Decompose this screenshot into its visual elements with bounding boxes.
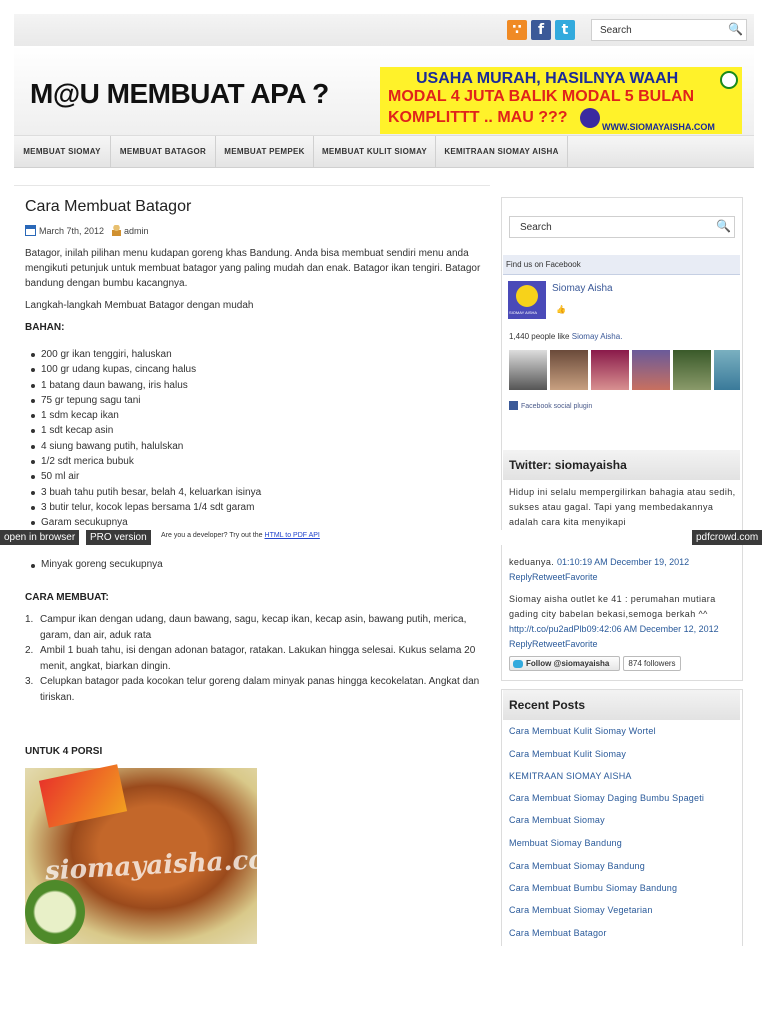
tweet-time-link[interactable]: 01:10:19 AM December 19, 2012	[557, 557, 690, 567]
list-item: 1 batang daun bawang, iris halus	[41, 378, 261, 393]
plugin-label: Facebook social plugin	[521, 403, 593, 410]
tweet-1	[509, 485, 737, 530]
list-item: 4 siung bawang putih, halulskan	[41, 439, 261, 454]
tweet-text: keduanya.	[509, 557, 555, 567]
search-icon[interactable]: 🔍	[728, 22, 743, 36]
tweet-time-link[interactable]: 09:42:06 AM December 12, 2012	[586, 624, 719, 634]
author-icon	[112, 225, 121, 236]
ad-banner[interactable]	[380, 67, 742, 134]
avatar[interactable]	[509, 350, 547, 390]
recent-post-link[interactable]: Cara Membuat Siomay Daging Bumbu Spageti	[509, 793, 705, 803]
avatar[interactable]	[714, 350, 740, 390]
tweet-text: Siomay aisha outlet ke 41 : perumahan mutiara gading city babelan bekasi,semoga berkah ^^	[509, 594, 716, 619]
method-step: 1. Campur ikan dengan udang, daun bawang, sagu, kecap ikan, kecap asin, bawang putih, merica, garam, dan air, aduk rata	[25, 614, 467, 641]
nav-item-membuat-kulit-siomay[interactable]: MEMBUAT KULIT SIOMAY	[314, 136, 436, 168]
pdfcrowd-message	[161, 532, 320, 539]
facebook-icon	[509, 401, 518, 410]
pdfcrowd-message-text: Are you a developer? Try out the	[161, 532, 263, 539]
facebook-like-count	[509, 332, 622, 341]
list-item: 200 gr ikan tenggiri, haluskan	[41, 347, 261, 362]
banner-line-3: KOMPLITTT .. MAU ???	[388, 109, 568, 126]
twitter-follow-button[interactable]: Follow @siomayaisha	[509, 656, 620, 671]
top-search-input[interactable]	[591, 19, 747, 41]
nav-item-kemitraan[interactable]: KEMITRAAN SIOMAY AISHA	[436, 136, 568, 168]
avatar[interactable]	[591, 350, 629, 390]
list-item: 1 sdm kecap ikan	[41, 408, 261, 423]
cucumber-shape	[25, 880, 85, 944]
like-count-link[interactable]: Siomay Aisha.	[571, 332, 623, 341]
method-list	[25, 612, 485, 705]
open-in-browser-button[interactable]: open in browser	[0, 530, 79, 545]
pro-version-button[interactable]: PRO version	[86, 530, 151, 545]
mascot-icon	[516, 285, 538, 307]
facebook-plugin-credit[interactable]	[509, 401, 592, 410]
recent-posts-title: Recent Posts	[503, 690, 740, 720]
facebook-page-name[interactable]: Siomay Aisha	[552, 283, 613, 294]
tweet-text: Hidup ini selalu mempergilirkan bahagia atau sedih, sukses atau gagal. Tapi yang membedakannya adalah cara kita menyikapi	[509, 487, 736, 527]
method-step-text: Campur ikan dengan udang, daun bawang, sagu, kecap ikan, kecap asin, bawang putih, merica, garam, dan air, aduk rata	[40, 614, 467, 641]
recent-post-link[interactable]: Cara Membuat Siomay Bandung	[509, 861, 645, 871]
recent-post-link[interactable]: Cara Membuat Batagor	[509, 928, 607, 938]
post-title[interactable]: Cara Membuat Batagor	[25, 198, 192, 215]
html-to-pdf-link[interactable]: HTML to PDF API	[264, 532, 320, 539]
list-item: 75 gr tepung sagu tani	[41, 393, 261, 408]
mascot-icon	[580, 108, 600, 128]
nav-item-membuat-siomay[interactable]: MEMBUAT SIOMAY	[14, 136, 111, 168]
sidebar-search-input[interactable]	[509, 216, 735, 238]
logo-text: SIOMAY AISHA	[509, 310, 538, 315]
list-item: 3 buah tahu putih besar, belah 4, keluarkan isinya	[41, 485, 261, 500]
post-date: March 7th, 2012	[39, 226, 105, 236]
post-meta	[25, 225, 149, 236]
serving-label: UNTUK 4 PORSI	[25, 746, 103, 757]
ingredient-list	[41, 347, 261, 531]
post-author[interactable]: admin	[124, 226, 149, 236]
tweet-actions[interactable]: ReplyRetweetFavorite	[509, 639, 598, 649]
sauce-packet-shape	[39, 764, 127, 828]
method-heading: CARA MEMBUAT:	[25, 592, 109, 603]
facebook-like-button[interactable]: 👍	[556, 305, 566, 314]
twitter-widget-title: Twitter: siomayaisha	[503, 450, 740, 480]
ingredient-list-continued	[41, 559, 163, 570]
twitter-followers-count: 874 followers	[623, 656, 681, 671]
recent-post-link[interactable]: KEMITRAAN SIOMAY AISHA	[509, 771, 632, 781]
tweet-1-footer	[509, 555, 737, 585]
rss-icon[interactable]: ∵	[507, 20, 527, 40]
avatar[interactable]	[550, 350, 588, 390]
list-item: 100 gr udang kupas, cincang halus	[41, 362, 261, 377]
halal-icon	[720, 71, 738, 89]
avatar[interactable]	[632, 350, 670, 390]
recent-post-link[interactable]: Membuat Siomay Bandung	[509, 838, 622, 848]
recent-post-link[interactable]: Cara Membuat Kulit Siomay Wortel	[509, 726, 656, 736]
recent-post-link[interactable]: Cara Membuat Siomay Vegetarian	[509, 905, 653, 915]
recent-post-link[interactable]: Cara Membuat Siomay	[509, 815, 605, 825]
twitter-icon[interactable]: t	[555, 20, 575, 40]
like-count-text: 1,440 people like	[509, 332, 570, 341]
recent-post-link[interactable]: Cara Membuat Bumbu Siomay Bandung	[509, 883, 678, 893]
recent-post-link[interactable]: Cara Membuat Kulit Siomay	[509, 749, 627, 759]
list-item: Minyak goreng secukupnya	[41, 559, 163, 570]
method-step: 3. Celupkan batagor pada kocokan telur goreng dalam minyak panas hingga kecokelatan. Angkat dan tiriskan.	[25, 676, 480, 703]
banner-line-2: MODAL 4 JUTA BALIK MODAL 5 BULAN	[388, 88, 695, 105]
bahan-heading: BAHAN:	[25, 322, 65, 333]
facebook-page-logo[interactable]	[508, 281, 546, 319]
nav-item-membuat-pempek[interactable]: MEMBUAT PEMPEK	[216, 136, 314, 168]
tweet-actions[interactable]: ReplyRetweetFavorite	[509, 572, 598, 582]
search-icon[interactable]: 🔍	[716, 219, 731, 233]
list-item: 1/2 sdt merica bubuk	[41, 454, 261, 469]
tweet-link[interactable]: http://t.co/pu2adPlb	[509, 624, 587, 634]
method-step-text: Ambil 1 buah tahu, isi dengan adonan batagor, ratakan. Lakukan hingga selesai. Kukus selama 20 menit, angkat, biarkan dingin.	[40, 645, 476, 672]
facebook-icon[interactable]: f	[531, 20, 551, 40]
list-item: Garam secukupnya	[41, 515, 261, 530]
site-title[interactable]: M@U MEMBUAT APA ?	[30, 78, 329, 109]
calendar-icon	[25, 225, 36, 236]
batagor-photo	[25, 768, 294, 944]
list-item: 3 butir telur, kocok lepas bersama 1/4 sdt garam	[41, 500, 261, 515]
post-intro: Batagor, inilah pilihan menu kudapan goreng khas Bandung. Anda bisa membuat sendiri menu anda mengikuti petunjuk untuk membuat batagor yang paling mudah dan enak. Batagor ikan tengiri. Batagor bandung dengan bumbu kacangnya.	[25, 248, 481, 289]
top-search-placeholder: Search	[600, 25, 632, 36]
list-item: 50 ml air	[41, 469, 261, 484]
banner-website: WWW.SIOMAYAISHA.COM	[602, 122, 715, 132]
steps-heading: Langkah-langkah Membuat Batagor dengan mudah	[25, 300, 254, 311]
tweet-2	[509, 592, 737, 652]
method-step: 2. Ambil 1 buah tahu, isi dengan adonan batagor, ratakan. Lakukan hingga selesai. Kukus selama 20 menit, angkat, biarkan dingin.	[25, 645, 476, 672]
facebook-heading: Find us on Facebook	[503, 255, 740, 275]
list-item: 1 sdt kecap asin	[41, 423, 261, 438]
method-step-text: Celupkan batagor pada kocokan telur goreng dalam minyak panas hingga kecokelatan. Angkat dan tiriskan.	[40, 676, 480, 703]
avatar[interactable]	[673, 350, 711, 390]
sidebar-search-placeholder: Search	[520, 222, 552, 233]
banner-line-1: USAHA MURAH, HASILNYA WAAH	[416, 70, 679, 87]
nav-item-membuat-batagor[interactable]: MEMBUAT BATAGOR	[111, 136, 216, 168]
photo-watermark: siomayaisha.com	[44, 843, 294, 887]
pdfcrowd-brand-link[interactable]: pdfcrowd.com	[692, 530, 762, 545]
